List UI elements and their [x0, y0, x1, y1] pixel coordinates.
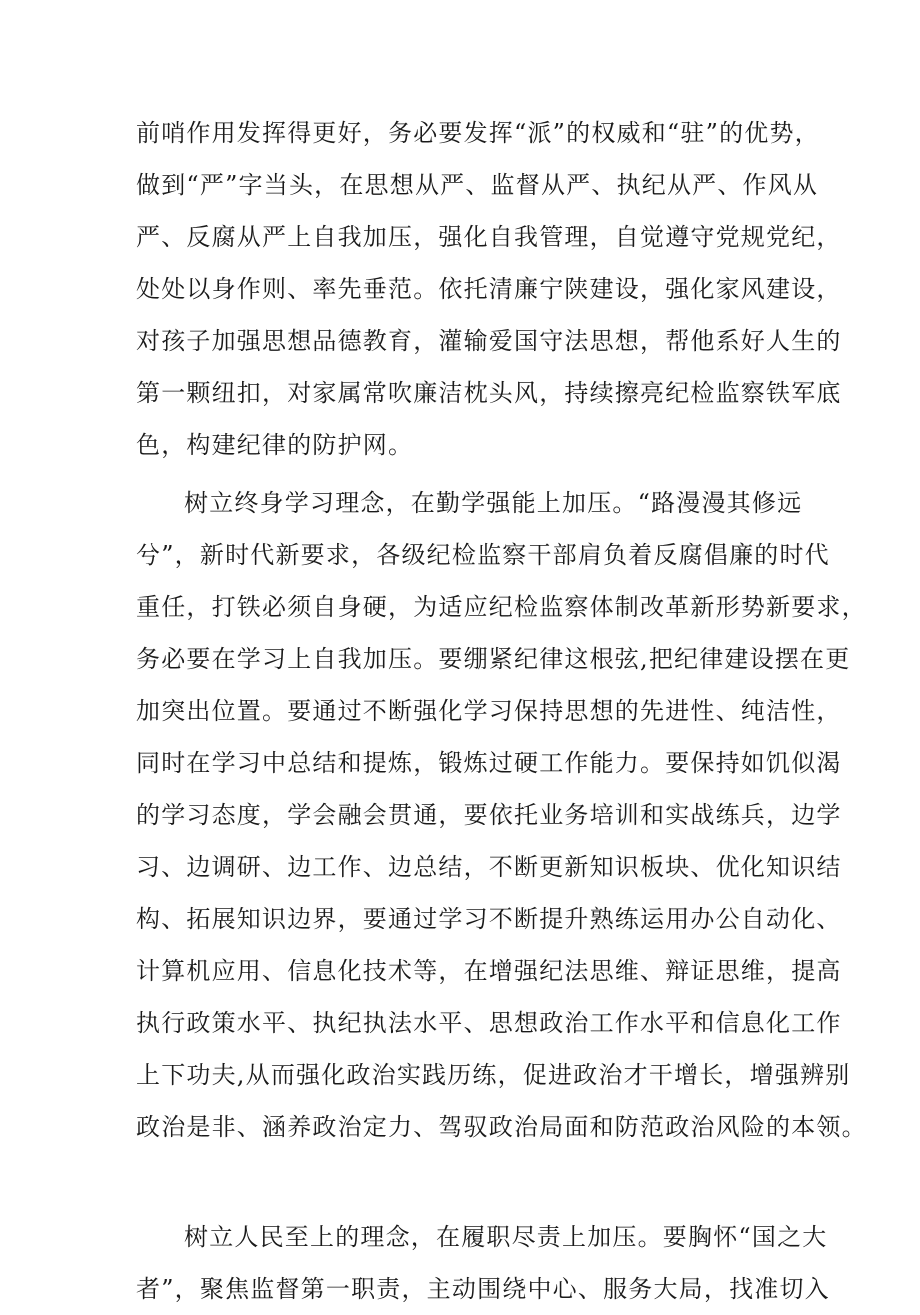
- text-line: 处处以身作则、率先垂范。依托清廉宁陕建设，强化家风建设，: [136, 275, 842, 303]
- text-line: 计算机应用、信息化技术等，在增强纪法思维、辩证思维，提高: [136, 957, 842, 985]
- text-line: 务必要在学习上自我加压。要绷紧纪律这根弦,把纪律建设摆在更: [136, 645, 851, 673]
- paragraph-1: [136, 107, 842, 471]
- text-line: [136, 1153, 796, 1205]
- text-line: 同时在学习中总结和提炼，锻炼过硬工作能力。要保持如饥似渴: [136, 749, 842, 777]
- text-line: 习、边调研、边工作、边总结，不断更新知识板块、优化知识结: [136, 853, 842, 881]
- text-line: 的学习态度，学会融会贯通，要依托业务培训和实战练兵，边学: [136, 801, 842, 829]
- text-line: 者”，聚焦监督第一职责，主动围绕中心、服务大局，找准切入: [136, 1275, 830, 1303]
- text-line: 上下功夫,从而强化政治实践历练，促进政治才干增长，增强辨别: [136, 1061, 851, 1089]
- text-line: 政治是非、涵养政治定力、驾驭政治局面和防范政治风险的本领。: [136, 1113, 867, 1141]
- text-line: 严、反腐从严上自我加压，强化自我管理，自觉遵守党规党纪，: [136, 223, 842, 251]
- document-body: [136, 107, 867, 1315]
- text-line: 加突出位置。要通过不断强化学习保持思想的先进性、纯洁性，: [136, 697, 842, 725]
- text-line: 色，构建纪律的防护网。: [136, 431, 414, 459]
- text-line: 做到“严”字当头，在思想从严、监督从严、执纪从严、作风从: [136, 171, 819, 199]
- paragraph-3: [136, 1211, 830, 1315]
- text-line: 构、拓展知识边界，要通过学习不断提升熟练运用办公自动化、: [136, 905, 842, 933]
- paragraph-2: [136, 477, 867, 1205]
- text-line: 兮”，新时代新要求，各级纪检监察干部肩负着反腐倡廉的时代: [136, 541, 830, 569]
- text-line: 执行政策水平、执纪执法水平、思想政治工作水平和信息化工作: [136, 1009, 842, 1037]
- text-line-first: 树立人民至上的理念，在履职尽责上加压。要胸怀“国之大: [184, 1223, 828, 1251]
- text-line: 前哨作用发挥得更好，务必要发挥“派”的权威和“驻”的优势，: [136, 119, 820, 147]
- text-line: 第一颗纽扣，对家属常吹廉洁枕头风，持续擦亮纪检监察铁军底: [136, 379, 842, 407]
- text-line: 重任，打铁必须自身硬，为适应纪检监察体制改革新形势新要求，: [136, 593, 867, 621]
- text-line: 对孩子加强思想品德教育，灌输爱国守法思想，帮他系好人生的: [136, 327, 842, 355]
- text-line-first: 树立终身学习理念，在勤学强能上加压。“路漫漫其修远: [184, 489, 803, 517]
